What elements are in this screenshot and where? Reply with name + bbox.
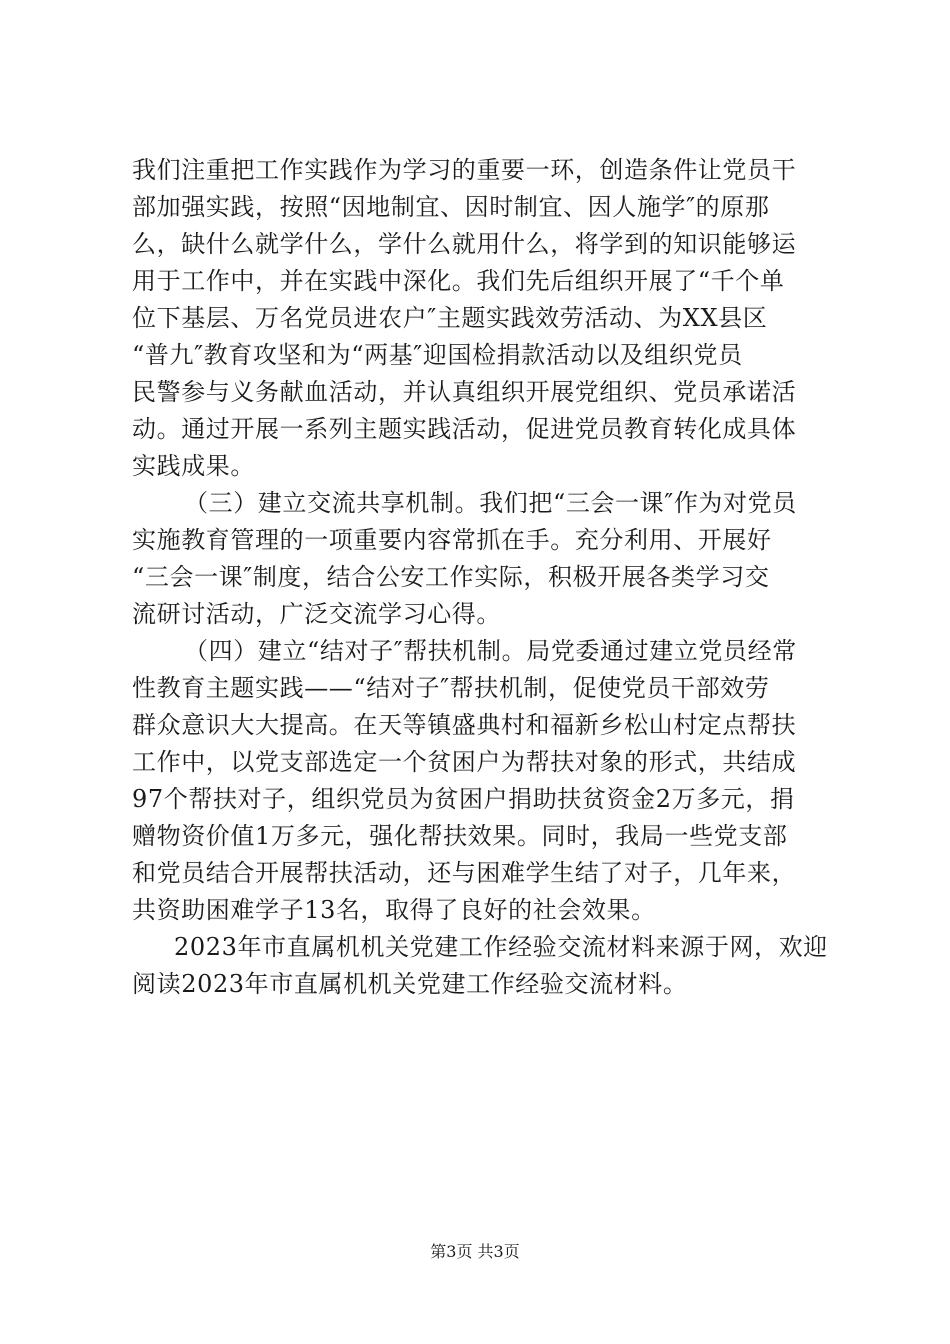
page-footer: 第3页 共3页 xyxy=(430,1242,520,1261)
text-line: 实践成果。 xyxy=(132,452,255,480)
text-line: 流研讨活动，广泛交流学习心得。 xyxy=(132,600,501,628)
text-line: 我们注重把工作实践作为学习的重要一环，创造条件让党员干 xyxy=(132,156,797,184)
section-heading-line: （三）建立交流共享机制。我们把“三会一课″作为对党员 xyxy=(184,489,797,517)
section-heading-line: （四）建立“结对子″帮扶机制。局党委通过建立党员经常 xyxy=(184,637,797,665)
text-line: 群众意识大大提高。在天等镇盛典村和福新乡松山村定点帮扶 xyxy=(132,711,797,739)
text-line: 么，缺什么就学什么，学什么就用什么，将学到的知识能够运 xyxy=(132,230,797,258)
text-line: 赠物资价值1万多元，强化帮扶效果。同时，我局一些党支部 xyxy=(132,822,788,850)
text-line: 位下基层、万名党员进农户″主题实践效劳活动、为XX县区 xyxy=(132,304,768,332)
text-line: 性教育主题实践——“结对子″帮扶机制，促使党员干部效劳 xyxy=(132,674,770,702)
text-line: “三会一课″制度，结合公安工作实际，积极开展各类学习交 xyxy=(132,563,770,591)
text-line: 部加强实践，按照“因地制宜、因时制宜、因人施学″的原那 xyxy=(132,193,770,221)
text-line: 和党员结合开展帮扶活动，还与困难学生结了对子，几年来， xyxy=(132,859,797,887)
closing-line: 阅读2023年市直属机机关党建工作经验交流材料。 xyxy=(132,970,688,998)
text-line: 实施教育管理的一项重要内容常抓在手。充分利用、开展好 xyxy=(132,526,772,554)
text-line: 民警参与义务献血活动，并认真组织开展党组织、党员承诺活 xyxy=(132,378,797,406)
document-body xyxy=(132,152,844,1003)
closing-line: 2023年市直属机机关党建工作经验交流材料来源于网，欢迎 xyxy=(174,933,828,961)
text-line: 工作中，以党支部选定一个贫困户为帮扶对象的形式，共结成 xyxy=(132,748,797,776)
text-line: “普九″教育攻坚和为“两基″迎国检捐款活动以及组织党员 xyxy=(132,341,743,369)
text-line: 用于工作中，并在实践中深化。我们先后组织开展了“千个单 xyxy=(132,267,785,295)
text-line: 动。通过开展一系列主题实践活动，促进党员教育转化成具体 xyxy=(132,415,797,443)
text-line: 共资助困难学子13名，取得了良好的社会效果。 xyxy=(132,896,656,924)
text-line: 97个帮扶对子，组织党员为贫困户捐助扶贫资金2万多元，捐 xyxy=(132,785,795,813)
